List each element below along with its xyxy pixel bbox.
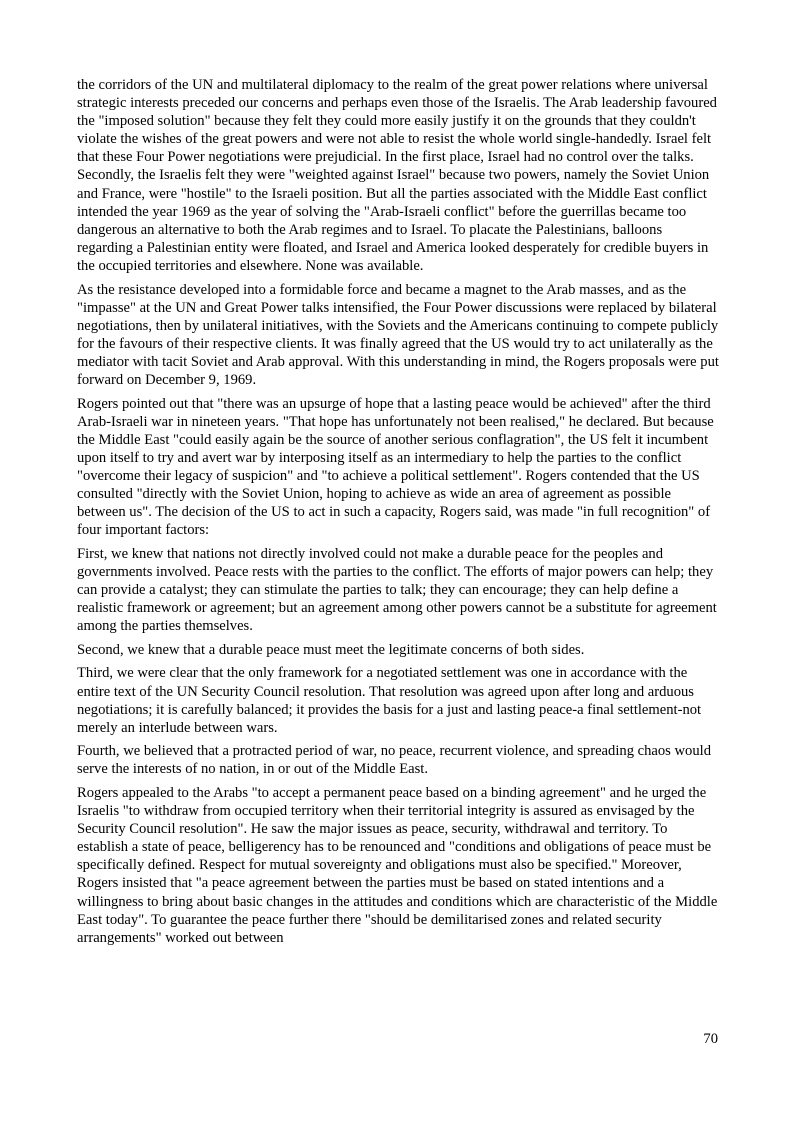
page-number: 70 bbox=[703, 1031, 718, 1047]
paragraph: Rogers appealed to the Arabs "to accept a permanent peace based on a binding agreement" and he urged the Israelis "to withdraw from occupied territory when their territorial integrity is assured as envisaged by the Security Council resolution". He saw the major issues as peace, security, withdrawal and territory. To establish a state of peace, belligerency has to be renounced and "conditions and obligations of peace must be specifically defined. Respect for mutual sovereignty and obligations must also be specified." Moreover, Rogers insisted that "a peace agreement between the parties must be based on stated intentions and a willingness to bring about basic changes in the attitudes and conditions which are characteristic of the Middle East today". To guarantee the peace further there "should be demilitarised zones and related security arrangements" worked out between bbox=[77, 784, 718, 946]
block-quote-paragraph: Fourth, we believed that a protracted period of war, no peace, recurrent violence, and spreading chaos would serve the interests of no nation, in or out of the Middle East. bbox=[77, 743, 711, 778]
paragraph: Rogers pointed out that "there was an upsurge of hope that a lasting peace would be achieved" after the third Arab-Israeli war in nineteen years. "That hope has unfortunately not been realised," he declared. But because the Middle East "could easily again be the source of another serious conflagration", the US felt it incumbent upon itself to try and avert war by interposing itself as an intermediary to help the parties to the conflict "overcome their legacy of suspicion" and "to achieve a political settlement". Rogers contended that the US consulted "directly with the Soviet Union, hoping to achieve as wide an area of agreement as possible between us". The decision of the US to act in such a capacity, Rogers said, was made "in full recognition" of four important factors: bbox=[77, 395, 714, 539]
block-quote-paragraph: Third, we were clear that the only framework for a negotiated settlement was one in accordance with the entire text of the UN Security Council resolution. That resolution was agreed upon after long and arduous negotiations; it is carefully balanced; it provides the basis for a just and lasting peace-a final settlement-not merely an interlude between wars. bbox=[77, 665, 702, 736]
block-quote-paragraph: Second, we knew that a durable peace must meet the legitimate concerns of both sides. bbox=[77, 641, 585, 658]
paragraph: the corridors of the UN and multilateral diplomacy to the realm of the great power relations where universal strategic interests preceded our concerns and perhaps even those of the Israelis. The Arab leadership favoured the "imposed solution" because they felt they could more easily justify it on the grounds that they couldn't violate the wishes of the great powers and were not able to resist the whole world single-handedly. Israel felt that these Four Power negotiations were prejudicial. In the first place, Israel had no control over the talks. Secondly, the Israelis felt they were "weighted against Israel" because two powers, namely the Soviet Union and France, were "hostile" to the Israeli position. But all the parties associated with the Middle East conflict intended the year 1969 as the year of solving the "Arab-Israeli conflict" before the guerrillas became too dangerous an alternative to both the Arab regimes and to Israel. To placate the Palestinians, balloons regarding a Palestinian entity were floated, and Israel and America looked desperately for credible buyers in the occupied territories and elsewhere. None was available. bbox=[77, 77, 717, 274]
paragraph: As the resistance developed into a formidable force and became a magnet to the Arab masses, and as the "impasse" at the UN and Great Power talks intensified, the Four Power discussions were replaced by bilateral negotiations, then by unilateral initiatives, with the Soviets and the Americans continuing to compete publicly for the favours of their respective clients. It was finally agreed that the US would try to act unilaterally as the mediator with tacit Soviet and Arab approval. With this understanding in mind, the Rogers proposals were put forward on December 9, 1969. bbox=[77, 281, 719, 388]
body-text bbox=[77, 76, 719, 952]
block-quote-paragraph: First, we knew that nations not directly involved could not make a durable peace for the peoples and governments involved. Peace rests with the parties to the conflict. The efforts of major powers can help; they can provide a catalyst; they can stimulate the parties to talk; they can encourage; they can help define a realistic framework or agreement; but an agreement among other powers cannot be a substitute for agreement among the parties themselves. bbox=[77, 545, 717, 635]
